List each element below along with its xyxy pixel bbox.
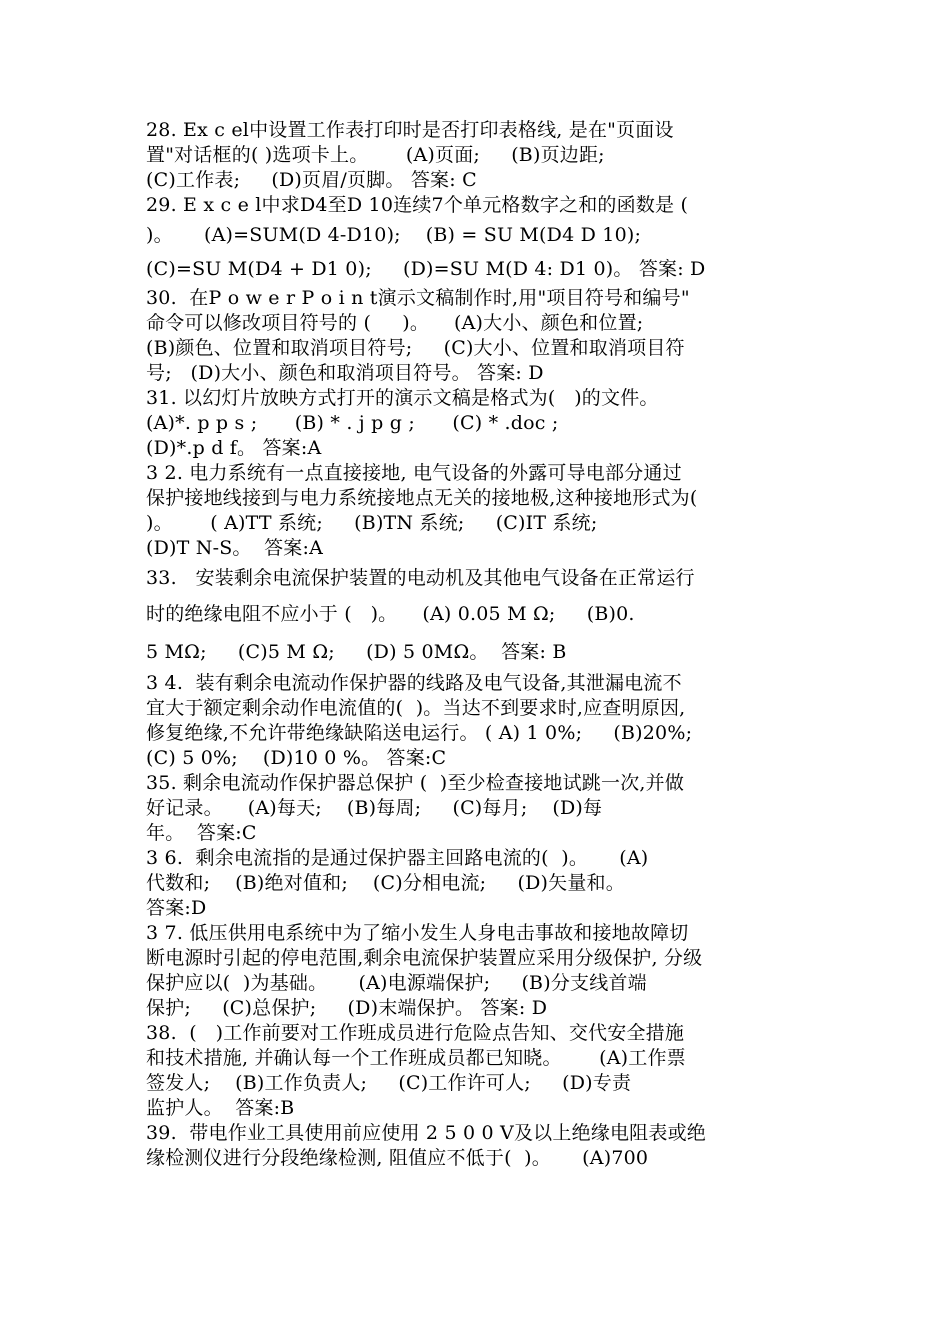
question-text-block bbox=[146, 118, 810, 1171]
text-line: 保护接地线接到与电力系统接地点无关的接地极,这种接地形式为( bbox=[146, 487, 698, 509]
text-line: 35. 剩余电流动作保护器总保护 ( )至少检查接地试跳一次,并做 bbox=[146, 772, 685, 794]
text-line: 保护; (C)总保护; (D)末端保护。 答案: D bbox=[146, 997, 548, 1019]
text-line: 命令可以修改项目符号的 ( )。 (A)大小、颜色和位置; bbox=[146, 312, 644, 334]
text-line: 3 6. 剩余电流指的是通过保护器主回路电流的( )。 (A) bbox=[146, 847, 649, 869]
text-line: 28. Ex c el中设置工作表打印时是否打印表格线, 是在"页面设 bbox=[146, 119, 674, 141]
text-line: (C) 5 0%; (D)10 0 %。 答案:C bbox=[146, 747, 447, 769]
text-line: 缘检测仪进行分段绝缘检测, 阻值应不低于( )。 (A)700 bbox=[146, 1147, 649, 1169]
text-line: 29. E x c e l中求D4至D 10连续7个单元格数字之和的函数是 ( bbox=[146, 194, 689, 216]
text-line: 39. 带电作业工具使用前应使用 2 5 0 0 V及以上绝缘电阻表或绝 bbox=[146, 1122, 706, 1144]
text-line: 31. 以幻灯片放映方式打开的演示文稿是格式为( )的文件。 bbox=[146, 387, 659, 409]
text-line: (C)=SU M(D4 + D1 0); (D)=SU M(D 4: D1 0)。 答案: D bbox=[146, 258, 706, 280]
text-line: )。 ( A)TT 系统; (B)TN 系统; (C)IT 系统; bbox=[146, 512, 598, 534]
text-line: 和技术措施, 并确认每一个工作班成员都已知晓。 (A)工作票 bbox=[146, 1047, 686, 1069]
text-line: 30. 在P o w e r P o i n t演示文稿制作时,用"项目符号和编号" bbox=[146, 287, 690, 309]
text-line: 置"对话框的( )选项卡上。 (A)页面; (B)页边距; bbox=[146, 144, 605, 166]
text-line: 保护应以( )为基础。 (A)电源端保护; (B)分支线首端 bbox=[146, 972, 647, 994]
text-line: 答案:D bbox=[146, 897, 207, 919]
text-line: )。 (A)=SUM(D 4-D10); (B) = SU M(D4 D 10); bbox=[146, 224, 642, 246]
text-line: 监护人。 答案:B bbox=[146, 1097, 295, 1119]
text-line: 修复绝缘,不允许带绝缘缺陷送电运行。 ( A) 1 0%; (B)20%; bbox=[146, 722, 693, 744]
text-line: 签发人; (B)工作负责人; (C)工作许可人; (D)专责 bbox=[146, 1072, 632, 1094]
text-line: 时的绝缘电阻不应小于 ( )。 (A) 0.05 M Ω; (B)0. bbox=[146, 603, 635, 625]
text-line: (B)颜色、位置和取消项目符号; (C)大小、位置和取消项目符 bbox=[146, 337, 685, 359]
text-line: 号; (D)大小、颜色和取消项目符号。 答案: D bbox=[146, 362, 544, 384]
text-line: (A)*. p p s ; (B) * . j p g ; (C) * .doc ; bbox=[146, 412, 559, 434]
text-line: (C)工作表; (D)页眉/页脚。 答案: C bbox=[146, 169, 477, 191]
text-line: 33. 安装剩余电流保护装置的电动机及其他电气设备在正常运行 bbox=[146, 567, 695, 589]
text-line: (D)T N-S。 答案:A bbox=[146, 537, 324, 559]
text-line: (D)*.p d f。 答案:A bbox=[146, 437, 322, 459]
text-line: 代数和; (B)绝对值和; (C)分相电流; (D)矢量和。 bbox=[146, 872, 625, 894]
text-line: 38. ( )工作前要对工作班成员进行危险点告知、交代安全措施 bbox=[146, 1022, 685, 1044]
text-line: 3 7. 低压供用电系统中为了缩小发生人身电击事故和接地故障切 bbox=[146, 922, 689, 944]
text-line: 3 2. 电力系统有一点直接接地, 电气设备的外露可导电部分通过 bbox=[146, 462, 682, 484]
text-line: 3 4. 装有剩余电流动作保护器的线路及电气设备,其泄漏电流不 bbox=[146, 672, 682, 694]
text-line: 断电源时引起的停电范围,剩余电流保护装置应采用分级保护, 分级 bbox=[146, 947, 703, 969]
text-line: 宜大于额定剩余动作电流值的( )。当达不到要求时,应查明原因, bbox=[146, 697, 686, 719]
text-line: 5 MΩ; (C)5 M Ω; (D) 5 0MΩ。 答案: B bbox=[146, 641, 567, 663]
text-line: 好记录。 (A)每天; (B)每周; (C)每月; (D)每 bbox=[146, 797, 603, 819]
text-line: 年。 答案:C bbox=[146, 822, 257, 844]
